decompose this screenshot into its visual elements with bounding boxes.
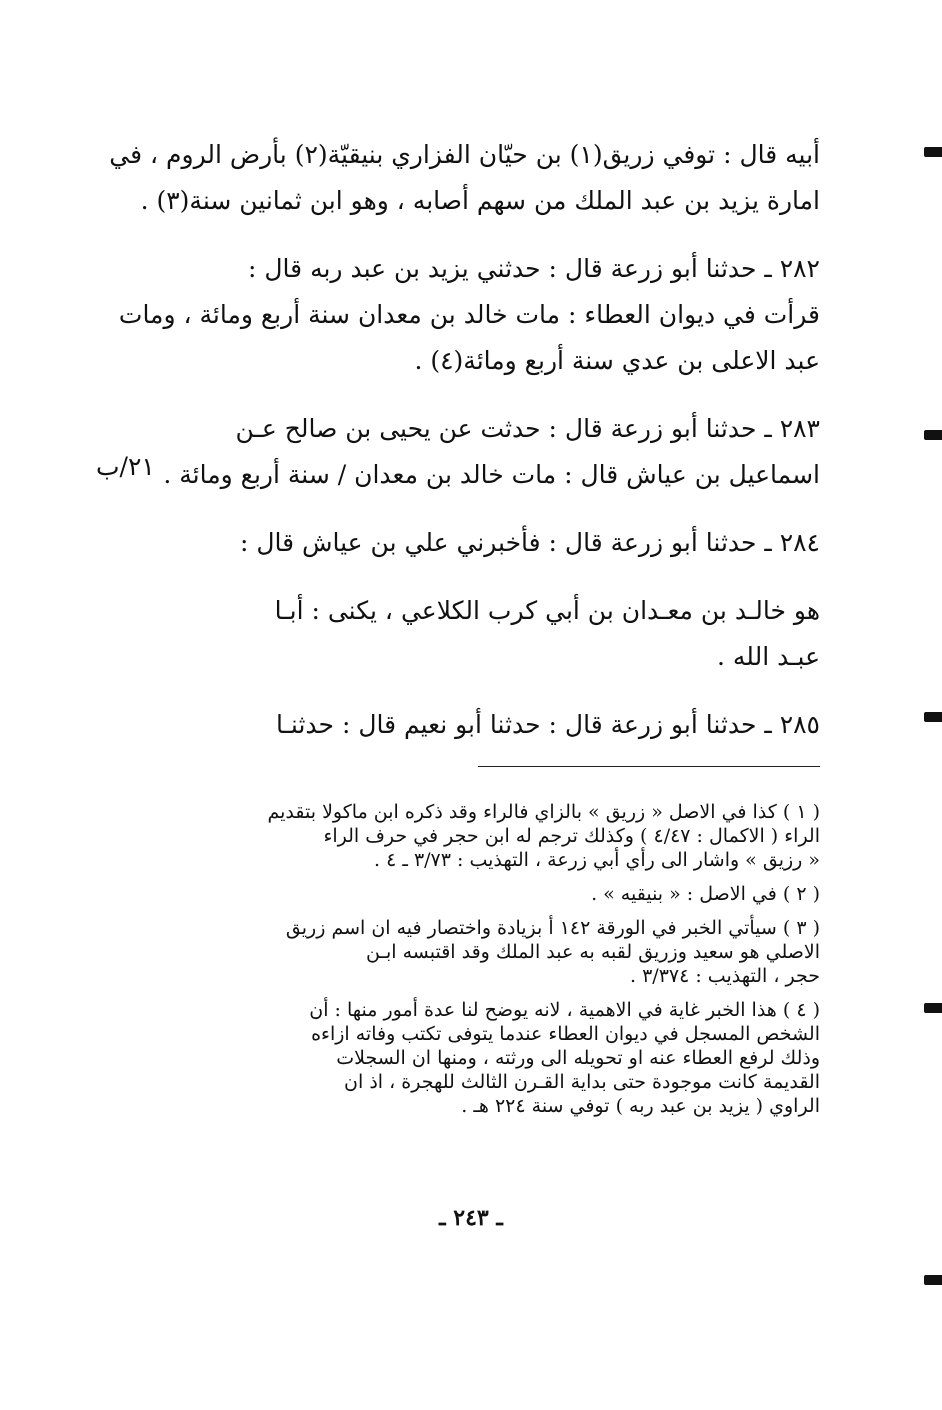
text-line: عبد الاعلى بن عدي سنة أربع ومائة(٤) .: [414, 346, 820, 375]
footnote-line: ( ٢ ) في الاصل : « بنيقيه » .: [591, 883, 820, 905]
text-line: عبـد الله .: [717, 642, 820, 671]
text-line: امارة يزيد بن عبد الملك من سهم أصابه ، وهو ابن ثمانين سنة(٣) .: [140, 186, 820, 215]
footnote-line: الراوي ( يزيد بن عبد ربه ) توفي سنة ٢٢٤ هـ .: [461, 1095, 820, 1117]
footnote-line: « رزيق » واشار الى رأي أبي زرعة ، التهذيب : ٣/٧٣ ـ ٤ .: [373, 849, 820, 871]
paragraph: [168, 588, 820, 680]
text-line: ٢٨٥ ـ حدثنا أبو زرعة قال : حدثنا أبو نعيم قال : حدثنـا: [275, 710, 820, 739]
text-line: هو خالـد بن معـدان بن أبي كرب الكلاعي ، يكنى : أبـا: [274, 596, 820, 625]
text-line: ٢٨٣ ـ حدثنا أبو زرعة قال : حدثت عن يحيى بن صالح عـن: [235, 414, 820, 443]
footnote-line: ( ٤ ) هذا الخبر غاية في الاهمية ، لانه يوضح لنا عدة أمور منها : أن: [309, 999, 820, 1021]
footnote: [168, 998, 820, 1118]
edge-mark: [924, 147, 942, 157]
footnote-line: حجر ، التهذيب : ٣/٣٧٤ .: [630, 965, 820, 987]
text-line: قرأت في ديوان العطاء : مات خالد بن معدان سنة أربع ومائة ، ومات: [118, 300, 820, 329]
footnotes: [168, 800, 820, 1128]
footnote-line: الراء ( الاكمال : ٤/٤٧ ) وكذلك ترجم له ابن حجر في حرف الراء: [323, 825, 820, 847]
text-line: ٢٨٢ ـ حدثنا أبو زرعة قال : حدثني يزيد بن عبد ربه قال :: [248, 254, 820, 283]
edge-mark: [924, 712, 942, 722]
text-line: ٢٨٤ ـ حدثنا أبو زرعة قال : فأخبرني علي بن عياش قال :: [239, 528, 820, 557]
footnote-divider: [478, 766, 820, 767]
paragraph: [168, 520, 820, 566]
footnote-line: الشخص المسجل في ديوان العطاء عندما يتوفى تكتب وفاته ازاءه: [311, 1023, 820, 1045]
text-line: اسماعيل بن عياش قال : مات خالد بن معدان / سنة أربع ومائة .: [163, 460, 820, 489]
footnote-line: ( ٣ ) سيأتي الخبر في الورقة ١٤٢ أ بزيادة واختصار فيه ان اسم زريق: [285, 917, 820, 939]
edge-mark: [924, 1003, 942, 1013]
paragraph: [163, 406, 820, 498]
footnote: [168, 882, 820, 906]
footnote-line: القديمة كانت موجودة حتى بداية القـرن الثالث للهجرة ، اذ ان: [344, 1071, 820, 1093]
text-line: أبيه قال : توفي زريق(١) بن حيّان الفزاري بنيقيّة(٢) بأرض الروم ، في: [109, 140, 820, 169]
paragraph: [109, 132, 820, 224]
paragraph: [168, 702, 820, 748]
page-number: ـ ٢٤٣ ـ: [439, 1205, 503, 1231]
folio-reference: ٢١/ب: [96, 452, 155, 481]
footnote-line: وذلك لرفع العطاء عنه او تحويله الى ورثته ، ومنها ان السجلات: [336, 1047, 820, 1069]
edge-mark: [924, 430, 942, 440]
footnote: [168, 800, 820, 872]
edge-mark: [924, 1275, 942, 1285]
paragraph: [118, 246, 820, 384]
footnote-line: ( ١ ) كذا في الاصل « زريق » بالزاي فالراء وقد ذكره ابن ماكولا بتقديم: [267, 801, 820, 823]
footnote-line: الاصلي هو سعيد وزريق لقبه به عبد الملك وقد اقتبسه ابـن: [365, 941, 820, 963]
footnote: [168, 916, 820, 988]
